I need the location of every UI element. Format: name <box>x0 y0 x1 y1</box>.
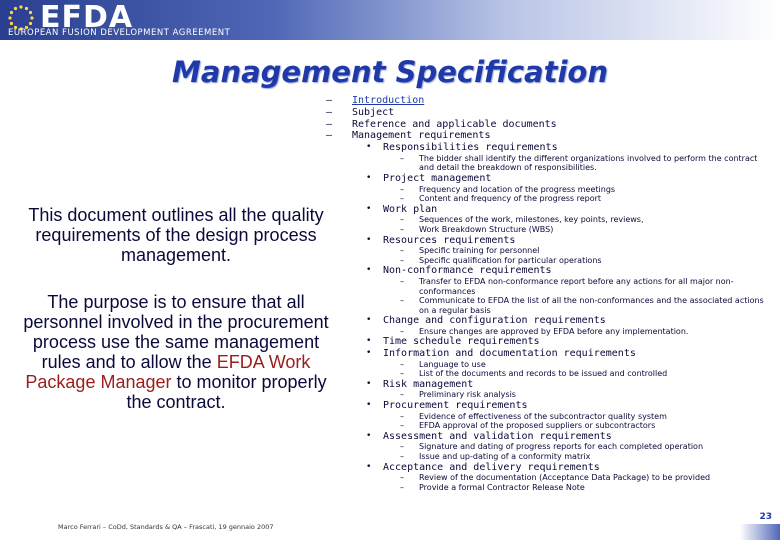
requirement-detail <box>326 154 776 173</box>
section-label: Non-conformance requirements <box>383 265 552 277</box>
requirement-detail <box>326 185 776 195</box>
dash-marker: – <box>400 359 404 369</box>
detail-text: Content and frequency of the progress report <box>419 194 602 204</box>
requirement-section <box>326 315 776 327</box>
requirement-detail <box>326 327 776 337</box>
requirement-detail <box>326 390 776 400</box>
toc-item-label: Introduction <box>352 95 425 106</box>
dash-marker: – <box>400 215 404 225</box>
requirement-section <box>326 348 776 360</box>
section-label: Resources requirements <box>383 234 516 246</box>
section-label: Procurement requirements <box>383 400 528 412</box>
detail-text: Transfer to EFDA non-conformance report before any actions for all major non-conformances <box>419 276 734 296</box>
bullet-marker: • <box>366 378 372 389</box>
detail-text: Evidence of effectiveness of the subcontractor quality system <box>419 411 667 421</box>
requirement-section <box>326 431 776 443</box>
section-label: Project management <box>383 172 492 184</box>
requirement-detail <box>326 277 776 296</box>
requirement-detail <box>326 483 776 493</box>
dash-marker: – <box>400 390 404 400</box>
toc-item-label: Reference and applicable documents <box>352 118 557 130</box>
bullet-marker: • <box>366 203 372 214</box>
dash-marker: – <box>400 326 404 336</box>
dash-marker: – <box>400 246 404 256</box>
requirement-section <box>326 142 776 154</box>
dash-marker: – <box>326 106 333 118</box>
requirement-detail <box>326 412 776 422</box>
detail-text: The bidder shall identify the different organizations involved to perform the contract and detail the breakdown of responsibilities. <box>419 153 758 173</box>
detail-text: Specific qualification for particular operations <box>419 255 602 265</box>
requirement-detail <box>326 194 776 204</box>
requirement-section <box>326 173 776 185</box>
toc-item <box>326 130 776 142</box>
dash-marker: – <box>400 255 404 265</box>
requirement-detail <box>326 360 776 370</box>
section-label: Risk management <box>383 378 474 390</box>
toc-item-label: Subject <box>352 106 395 118</box>
agency-subtitle: EUROPEAN FUSION DEVELOPMENT AGREEMENT <box>8 28 231 38</box>
requirement-detail <box>326 421 776 431</box>
bullet-marker: • <box>366 172 372 183</box>
table-of-contents <box>326 95 776 492</box>
dash-marker: – <box>400 276 404 286</box>
toc-item <box>326 119 776 131</box>
toc-item[interactable] <box>326 95 776 107</box>
bullet-marker: • <box>366 336 372 347</box>
dash-marker: – <box>400 442 404 452</box>
requirement-detail <box>326 452 776 462</box>
detail-text: Sequences of the work, milestones, key points, reviews, <box>419 215 644 225</box>
detail-text: Specific training for personnel <box>419 246 540 256</box>
bullet-marker: • <box>366 461 372 472</box>
dash-marker: – <box>400 452 404 461</box>
requirement-detail <box>326 225 776 235</box>
page-corner-bar <box>740 524 780 540</box>
bullet-marker: • <box>366 265 372 276</box>
section-label: Time schedule requirements <box>383 336 540 348</box>
detail-text: Frequency and location of the progress meetings <box>419 184 616 194</box>
dash-marker: – <box>400 296 404 306</box>
section-label: Information and documentation requirements <box>383 348 636 360</box>
requirement-section <box>326 235 776 247</box>
dash-marker: – <box>400 411 404 421</box>
requirement-detail <box>326 473 776 483</box>
requirement-detail <box>326 256 776 266</box>
detail-text: Language to use <box>419 359 486 369</box>
page-number: 23 <box>759 512 772 522</box>
dash-marker: – <box>400 421 404 431</box>
detail-text: Preliminary risk analysis <box>419 390 516 400</box>
dash-marker: – <box>326 130 333 142</box>
intro-paragraph: This document outlines all the quality requirements of the design process management. <box>28 205 324 265</box>
bullet-marker: • <box>366 234 372 245</box>
efda-logo: EFDA <box>40 0 134 35</box>
bullet-marker: • <box>366 400 372 411</box>
page-title: Management Specification <box>172 55 608 89</box>
section-label: Responsibilities requirements <box>383 142 558 154</box>
detail-text: Communicate to EFDA the list of all the non-conformances and the associated actions on a regular basis <box>419 296 764 315</box>
requirement-detail <box>326 296 776 315</box>
bullet-marker: • <box>366 348 372 359</box>
requirement-section <box>326 462 776 474</box>
requirement-detail <box>326 215 776 225</box>
work-package-manager-highlight: EFDA Work Package Manager <box>25 352 311 392</box>
requirement-detail <box>326 442 776 452</box>
toc-item-label: Management requirements <box>352 130 491 142</box>
detail-text: Work Breakdown Structure (WBS) <box>419 224 554 234</box>
requirement-section <box>326 400 776 412</box>
bullet-marker: • <box>366 315 372 326</box>
dash-marker: – <box>400 184 404 194</box>
detail-text: Ensure changes are approved by EFDA before any implementation. <box>419 326 689 336</box>
detail-text: Issue and up-dating of a conformity matrix <box>419 452 591 461</box>
detail-text: Provide a formal Contractor Release Note <box>419 482 585 492</box>
dash-marker: – <box>400 224 404 234</box>
section-label: Acceptance and delivery requirements <box>383 461 600 473</box>
toc-item <box>326 107 776 119</box>
dash-marker: – <box>400 194 404 204</box>
footer-credit: Marco Ferrari – CoDd, Standards & QA – Frascati, 19 gennaio 2007 <box>58 523 274 531</box>
detail-text: Signature and dating of progress reports for each completed operation <box>419 442 704 452</box>
dash-marker: – <box>400 153 404 163</box>
requirement-section <box>326 336 776 348</box>
dash-marker: – <box>326 95 333 106</box>
requirement-section <box>326 265 776 277</box>
section-label: Assessment and validation requirements <box>383 430 612 442</box>
detail-text: EFDA approval of the proposed suppliers or subcontractors <box>419 421 656 431</box>
dash-marker: – <box>326 118 333 130</box>
section-label: Work plan <box>383 203 438 215</box>
section-label: Change and configuration requirements <box>383 315 606 327</box>
purpose-text-end: to monitor properly the contract. <box>126 372 327 412</box>
dash-marker: – <box>400 482 404 492</box>
requirement-section <box>326 379 776 391</box>
detail-text: List of the documents and records to be issued and controlled <box>419 369 668 379</box>
dash-marker: – <box>400 369 404 379</box>
requirement-detail <box>326 246 776 256</box>
purpose-text-start: The purpose is to ensure that all personnel involved in the procurement process use the same management rules and to allow the <box>23 292 329 372</box>
header-banner <box>0 0 780 40</box>
bullet-marker: • <box>366 142 372 153</box>
requirement-section <box>326 204 776 216</box>
requirement-detail <box>326 369 776 379</box>
detail-text: Review of the documentation (Acceptance Data Package) to be provided <box>419 473 711 483</box>
bullet-marker: • <box>366 430 372 441</box>
dash-marker: – <box>400 473 404 483</box>
purpose-paragraph <box>22 292 330 412</box>
